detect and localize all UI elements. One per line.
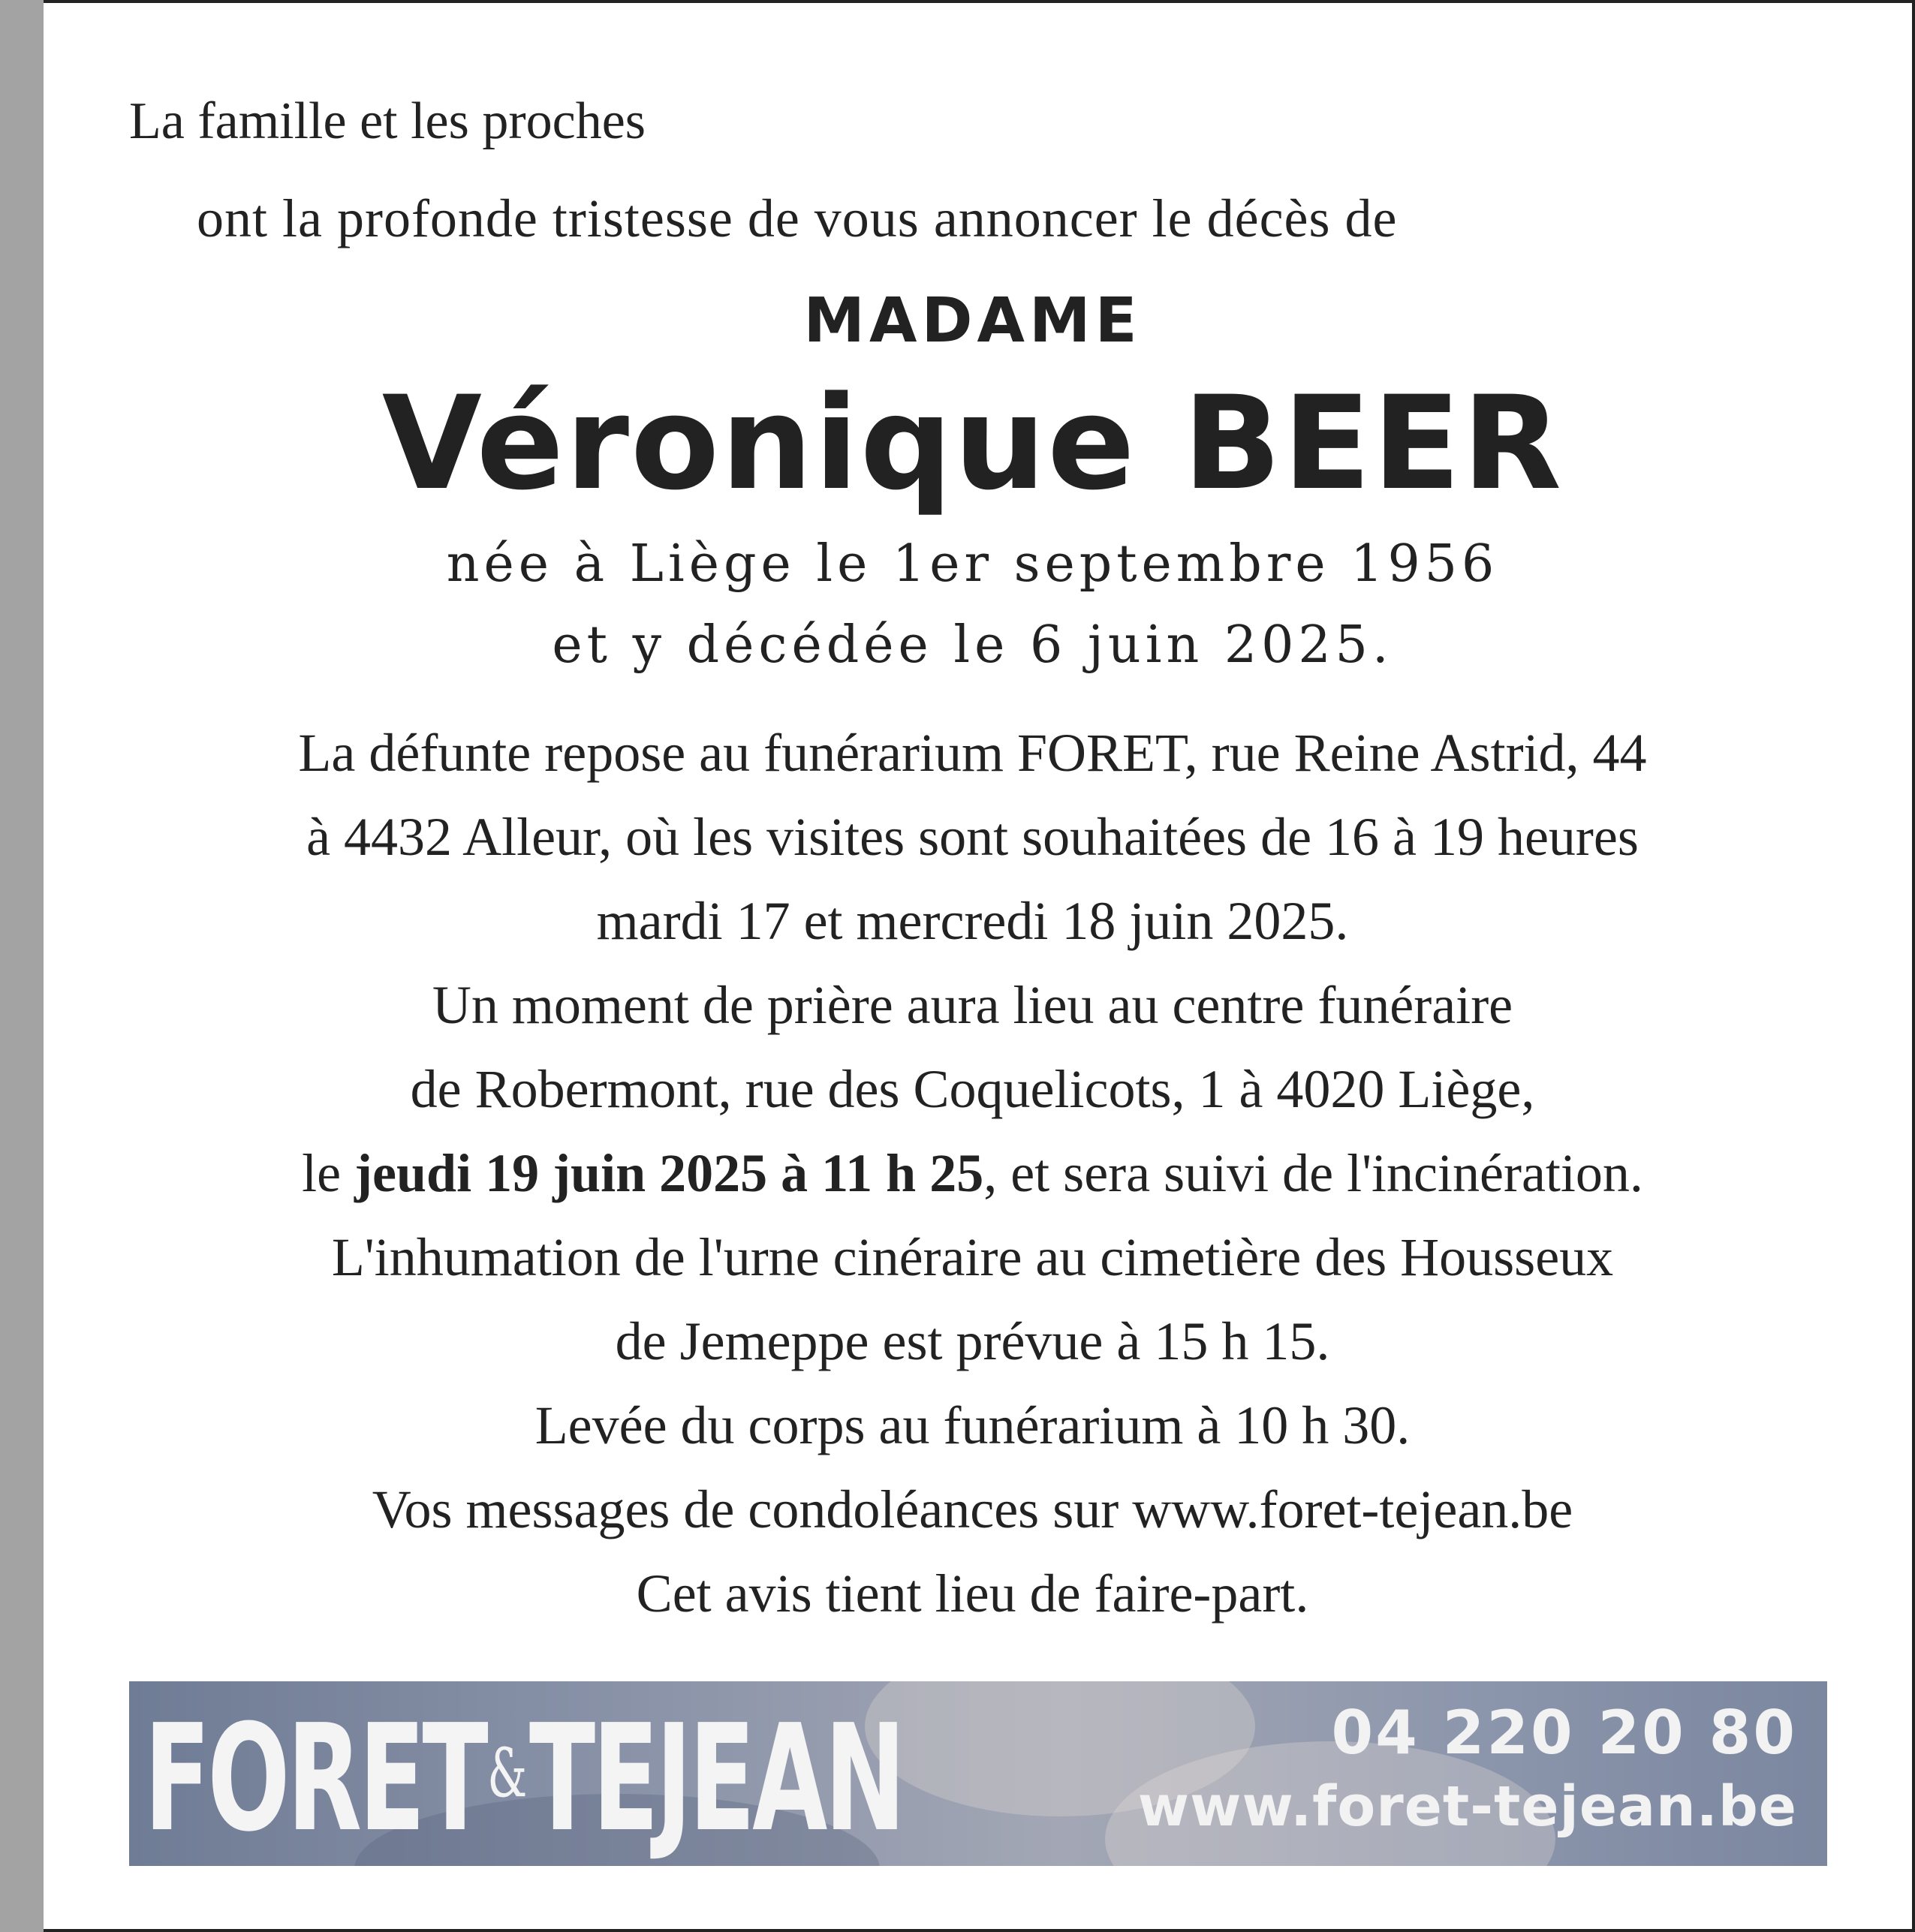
foret-tejean-logo bbox=[144, 1693, 903, 1864]
detail-line: Un moment de prière aura lieu au centre funéraire bbox=[432, 975, 1513, 1035]
bottom-border bbox=[44, 1929, 1915, 1932]
ceremony-line bbox=[15, 1142, 1915, 1205]
detail-line: mardi 17 et mercredi 18 juin 2025. bbox=[596, 891, 1349, 951]
condolences-line: Vos messages de condoléances sur www.foret-tejean.be bbox=[372, 1479, 1573, 1539]
detail-line: de Jemeppe est prévue à 15 h 15. bbox=[615, 1311, 1330, 1371]
logo-ampersand: & bbox=[487, 1734, 528, 1813]
honorific-title: MADAME bbox=[803, 285, 1142, 357]
birth-line: née à Liège le 1er septembre 1956 bbox=[446, 534, 1499, 594]
website-url: www.foret-tejean.be bbox=[1137, 1774, 1797, 1839]
detail-line: Levée du corps au funérarium à 10 h 30. bbox=[534, 1395, 1411, 1455]
detail-line: à 4432 Alleur, où les visites sont souhaitées de 16 à 19 heures bbox=[306, 807, 1639, 867]
notice-line: Cet avis tient lieu de faire-part. bbox=[636, 1563, 1309, 1624]
ceremony-prefix: le bbox=[302, 1143, 355, 1203]
intro-line-announcement: ont la profonde tristesse de vous annoncer le décès de bbox=[197, 188, 1398, 248]
ceremony-date: jeudi 19 juin 2025 à 11 h 25 bbox=[354, 1143, 984, 1203]
deceased-name: Véronique BEER bbox=[381, 368, 1564, 519]
ceremony-suffix: , et sera suivi de l'incinération. bbox=[983, 1143, 1643, 1203]
top-border bbox=[44, 0, 1915, 3]
intro-line-family: La famille et les proches bbox=[129, 92, 646, 150]
detail-line: de Robermont, rue des Coquelicots, 1 à 4020 Liège, bbox=[410, 1059, 1535, 1119]
detail-line: La défunte repose au funérarium FORET, rue Reine Astrid, 44 bbox=[298, 723, 1647, 783]
detail-line: L'inhumation de l'urne cinéraire au cimetière des Housseux bbox=[331, 1227, 1614, 1287]
death-line: et y décédée le 6 juin 2025. bbox=[552, 615, 1393, 675]
logo-text-foret: FORET bbox=[144, 1693, 486, 1864]
funeral-home-banner bbox=[129, 1681, 1827, 1866]
phone-number: 04 220 20 80 bbox=[1331, 1698, 1797, 1768]
logo-text-tejean: TEJEAN bbox=[528, 1693, 903, 1864]
